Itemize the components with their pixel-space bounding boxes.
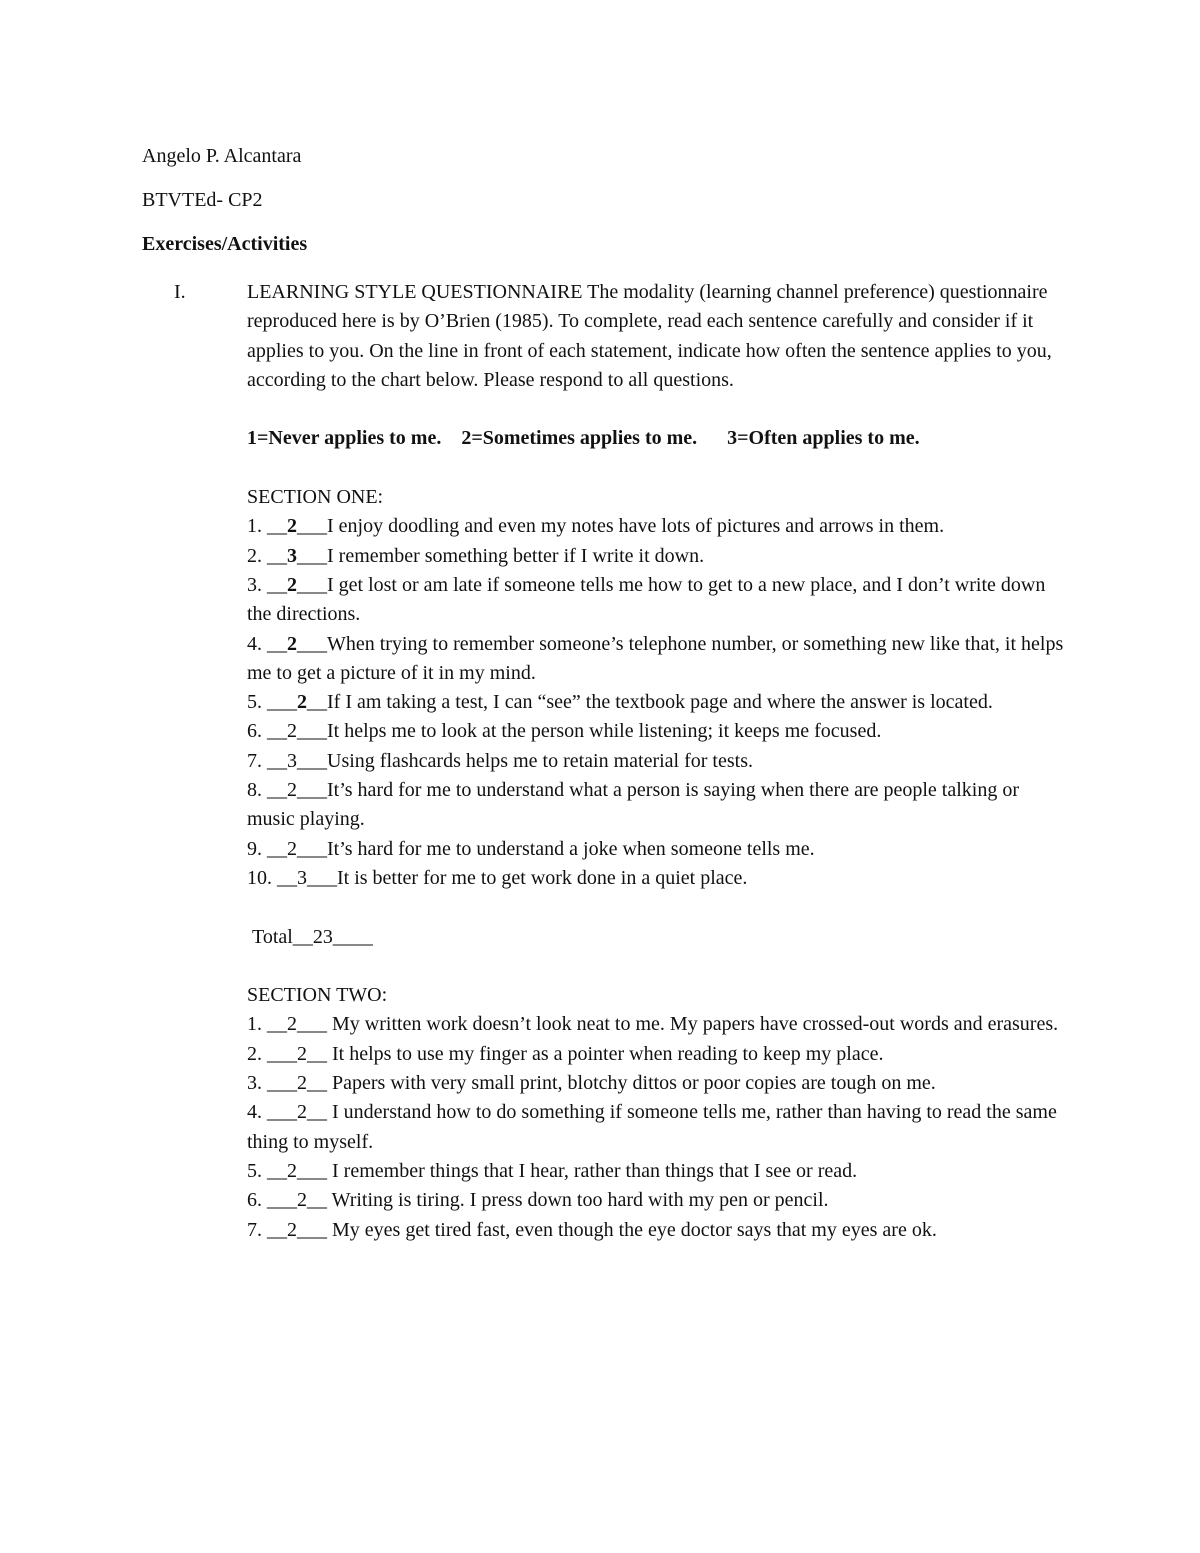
questionnaire-intro: LEARNING STYLE QUESTIONNAIRE The modality (learning channel preference) questionnaire reproduced here is by O’Brien (1985). To complete, read each sentence carefully and consider if it applies to you. On the line in front of each statement, indicate how often the sentence applies to you, according to the chart below. Please respond to all questions. <box>247 281 1052 391</box>
questionnaire-item <box>247 1186 1067 1215</box>
answer-value: 3 <box>287 749 297 772</box>
item-number: 1. <box>247 515 262 538</box>
rating-scale <box>247 424 1067 453</box>
item-number: 3. <box>247 1072 262 1095</box>
answer-value: 2 <box>297 1042 307 1065</box>
answer-line-left: ___ <box>267 691 297 714</box>
item-text: My eyes get tired fast, even though the eye doctor says that my eyes are ok. <box>327 1218 937 1241</box>
questionnaire-item <box>247 1098 1067 1157</box>
item-number: 7. <box>247 749 262 772</box>
answer-line-left: __ <box>277 866 297 889</box>
item-text: I remember something better if I write it down. <box>327 544 705 567</box>
item-text: My written work doesn’t look neat to me. My papers have crossed-out words and erasures. <box>327 1013 1059 1036</box>
answer-line-right: __ <box>307 1101 327 1124</box>
answer-line-right: __ <box>307 1042 327 1065</box>
student-name: Angelo P. Alcantara <box>142 145 302 167</box>
item-text: It’s hard for me to understand what a person is saying when there are people talking or music playing. <box>247 779 1020 831</box>
answer-line-right: ___ <box>297 632 327 655</box>
section-two-title: SECTION TWO: <box>247 984 388 1007</box>
answer-value: 2 <box>287 632 297 655</box>
answer-line-left: __ <box>267 1218 287 1241</box>
questionnaire-body <box>247 278 1067 1245</box>
questionnaire-item <box>247 1069 1067 1098</box>
answer-value: 2 <box>297 1189 307 1212</box>
item-text: I understand how to do something if someone tells me, rather than having to read the same thing to myself. <box>247 1101 1057 1153</box>
item-text: I remember things that I hear, rather than things that I see or read. <box>327 1159 858 1182</box>
item-number: 5. <box>247 1159 262 1182</box>
answer-line-right: ___ <box>297 544 327 567</box>
section-one-total: Total__23____ <box>252 925 373 948</box>
item-number: 6. <box>247 720 262 743</box>
item-number: 9. <box>247 837 262 860</box>
scale-1: 1=Never applies to me. <box>247 427 442 450</box>
scale-2: 2=Sometimes applies to me. <box>461 427 698 450</box>
answer-value: 2 <box>297 1072 307 1095</box>
questionnaire-item <box>247 571 1067 630</box>
answer-line-right: ___ <box>297 573 327 596</box>
answer-line-right: ___ <box>297 837 327 860</box>
answer-value: 2 <box>297 691 307 714</box>
answer-line-left: __ <box>267 837 287 860</box>
item-text: It is better for me to get work done in a quiet place. <box>337 866 748 889</box>
answer-line-right: __ <box>307 691 327 714</box>
answer-line-left: ___ <box>267 1072 297 1095</box>
answer-line-left: __ <box>267 544 287 567</box>
answer-value: 2 <box>287 515 297 538</box>
answer-line-left: ___ <box>267 1189 297 1212</box>
answer-value: 3 <box>287 544 297 567</box>
answer-line-left: __ <box>267 749 287 772</box>
item-number: 1. <box>247 1013 262 1036</box>
answer-line-left: __ <box>267 515 287 538</box>
answer-line-right: ___ <box>307 866 337 889</box>
item-text: It helps me to look at the person while listening; it keeps me focused. <box>327 720 882 743</box>
answer-line-right: ___ <box>297 720 327 743</box>
item-number: 2. <box>247 1042 262 1065</box>
course-code: BTVTEd- CP2 <box>142 189 263 211</box>
item-text: If I am taking a test, I can “see” the textbook page and where the answer is located. <box>327 691 993 714</box>
item-text: It helps to use my finger as a pointer when reading to keep my place. <box>327 1042 884 1065</box>
answer-line-left: __ <box>267 1159 287 1182</box>
answer-value: 2 <box>287 1013 297 1036</box>
answer-value: 2 <box>287 1159 297 1182</box>
answer-line-left: __ <box>267 632 287 655</box>
answer-value: 2 <box>287 720 297 743</box>
item-number: 7. <box>247 1218 262 1241</box>
questionnaire-item <box>247 1216 1067 1245</box>
questionnaire-item <box>247 1157 1067 1186</box>
item-text: Writing is tiring. I press down too hard with my pen or pencil. <box>327 1189 829 1212</box>
questionnaire-item <box>247 630 1067 689</box>
answer-line-right: __ <box>307 1189 327 1212</box>
questionnaire-item <box>247 747 1067 776</box>
answer-value: 2 <box>287 1218 297 1241</box>
item-text: When trying to remember someone’s telephone number, or something new like that, it helps me to get a picture of it in my mind. <box>247 632 1064 684</box>
item-number: 4. <box>247 1101 262 1124</box>
questionnaire-item <box>247 717 1067 746</box>
item-text: It’s hard for me to understand a joke when someone tells me. <box>327 837 815 860</box>
questionnaire-item <box>247 542 1067 571</box>
answer-value: 2 <box>287 573 297 596</box>
section-one-title: SECTION ONE: <box>247 486 384 509</box>
answer-line-left: __ <box>267 1013 287 1036</box>
answer-line-left: ___ <box>267 1042 297 1065</box>
answer-line-left: __ <box>267 779 287 802</box>
questionnaire-item <box>247 1010 1067 1039</box>
item-number: 10. <box>247 866 272 889</box>
answer-line-right: ___ <box>297 515 327 538</box>
section-two-list <box>247 1010 1067 1244</box>
item-text: I enjoy doodling and even my notes have lots of pictures and arrows in them. <box>327 515 945 538</box>
answer-line-right: ___ <box>297 1013 327 1036</box>
answer-line-left: __ <box>267 720 287 743</box>
scale-3: 3=Often applies to me. <box>727 427 920 450</box>
total-value: 23 <box>312 925 333 948</box>
section-one-list <box>247 512 1067 893</box>
item-text: Papers with very small print, blotchy dittos or poor copies are tough on me. <box>327 1072 936 1095</box>
answer-line-left: __ <box>267 573 287 596</box>
item-number: 6. <box>247 1189 262 1212</box>
answer-line-right: __ <box>307 1072 327 1095</box>
questionnaire-item <box>247 776 1067 835</box>
total-label: Total <box>252 925 293 948</box>
item-number: 4. <box>247 632 262 655</box>
item-number: 3. <box>247 573 262 596</box>
answer-line-left: ___ <box>267 1101 297 1124</box>
questionnaire-item <box>247 688 1067 717</box>
answer-line-right: ___ <box>297 1159 327 1182</box>
questionnaire-item <box>247 864 1067 893</box>
questionnaire-item <box>247 512 1067 541</box>
answer-line-right: ___ <box>297 749 327 772</box>
item-number: 2. <box>247 544 262 567</box>
answer-value: 2 <box>287 837 297 860</box>
answer-line-right: ___ <box>297 1218 327 1241</box>
answer-value: 2 <box>297 1101 307 1124</box>
answer-line-right: ___ <box>297 779 327 802</box>
answer-value: 3 <box>297 866 307 889</box>
questionnaire-item <box>247 1040 1067 1069</box>
item-text: Using flashcards helps me to retain material for tests. <box>327 749 753 772</box>
item-number: 5. <box>247 691 262 714</box>
answer-value: 2 <box>287 779 297 802</box>
item-number: 8. <box>247 779 262 802</box>
item-text: I get lost or am late if someone tells me how to get to a new place, and I don’t write down the directions. <box>247 573 1046 626</box>
part-numeral: I. <box>174 281 186 303</box>
section-title: Exercises/Activities <box>142 233 308 255</box>
questionnaire-item <box>247 835 1067 864</box>
